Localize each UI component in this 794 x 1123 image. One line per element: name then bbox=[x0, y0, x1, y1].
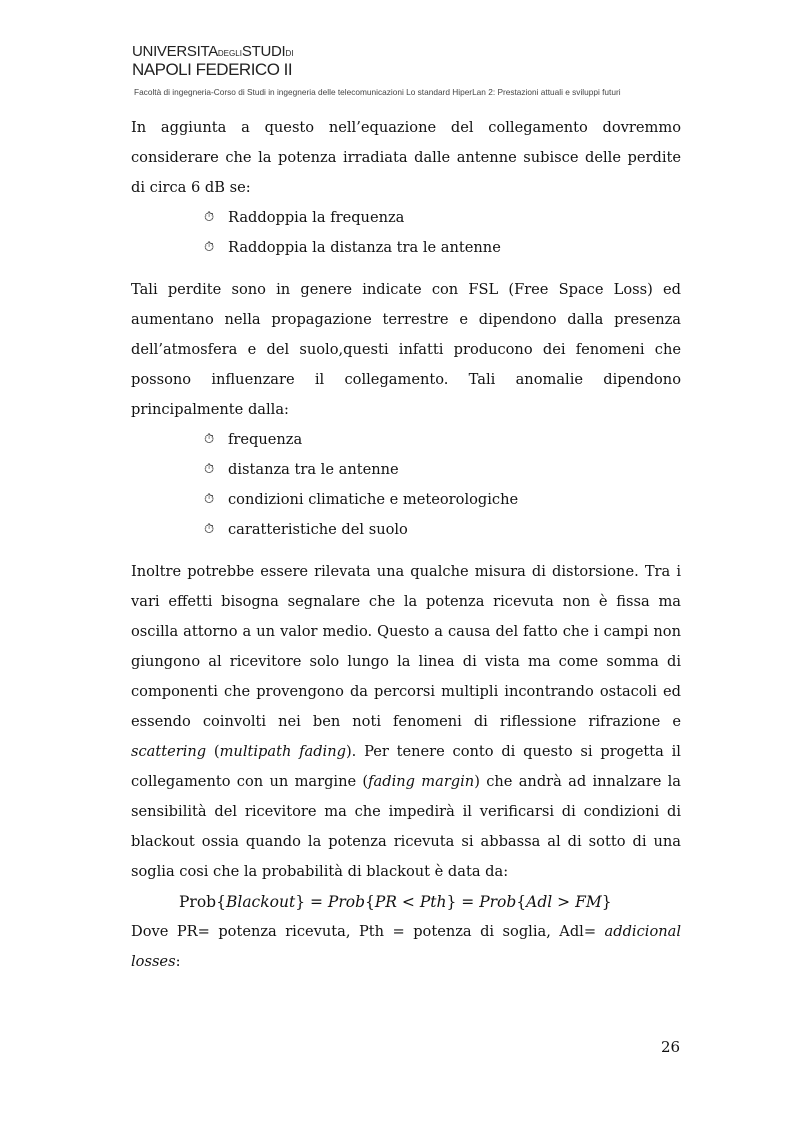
clock-icon: ⏱ bbox=[204, 462, 215, 477]
paragraph-2: Tali perdite sono in genere indicate con FSL (Free Space Loss) ed aumentano nella propagazione terrestre e dipendono dalla presenza dell’atmosfera e del suolo,questi infatti producono dei fenomeni che possono influenzare il collegamento. Tali anomalie dipendono principalmente dalla: bbox=[131, 281, 681, 418]
university-logo bbox=[132, 44, 293, 78]
logo-line-1: UNIVERSITADEGLISTUDIDI bbox=[132, 43, 294, 60]
clock-icon: ⏱ bbox=[204, 210, 215, 225]
page-number: 26 bbox=[661, 1038, 681, 1056]
clock-icon: ⏱ bbox=[204, 240, 215, 255]
clock-icon: ⏱ bbox=[204, 432, 215, 447]
paragraph-3: Inoltre potrebbe essere rilevata una qualche misura di distorsione. Tra i vari effetti bisogna segnalare che la potenza ricevuta non è fissa ma oscilla attorno a un valor medio. Questo a causa del fatto che i campi non giungono al ricevitore solo lungo la linea di vista ma come somma di componenti che provengono da percorsi multipli incontrando ostacoli ed essendo coinvolti nei ben noti fenomeni di riflessione rifrazione e scattering (multipath fading). Per tenere conto di questo si progetta il collegamento con un margine (fading margin) che andrà ad innalzare la sensibilità del ricevitore ma che impedirà il verificarsi di condizioni di blackout ossia quando la potenza ricevuta si abbassa al di sotto di una soglia cosi che la probabilità di blackout è data da: bbox=[131, 563, 682, 880]
list-item: ⏱ condizioni climatiche e meteorologiche bbox=[131, 485, 681, 515]
list-item: ⏱ frequenza bbox=[131, 425, 681, 455]
page-body bbox=[131, 113, 681, 977]
paragraph-4: Dove PR= potenza ricevuta, Pth = potenza di soglia, Adl= addicional losses: bbox=[131, 923, 681, 970]
logo-line-2: NAPOLI FEDERICO II bbox=[132, 60, 293, 79]
clock-icon: ⏱ bbox=[204, 492, 215, 507]
paragraph-1: In aggiunta a questo nell’equazione del collegamento dovremmo considerare che la potenza irradiata dalle antenne subisce delle perdite di circa 6 dB se: bbox=[131, 119, 681, 196]
list-item: ⏱ caratteristiche del suolo bbox=[131, 515, 681, 545]
clock-icon: ⏱ bbox=[204, 522, 215, 537]
list-item: ⏱ Raddoppia la distanza tra le antenne bbox=[131, 233, 681, 263]
list-item: ⏱ Raddoppia la frequenza bbox=[131, 203, 681, 233]
bullet-list-2 bbox=[131, 425, 681, 545]
bullet-list-1 bbox=[131, 203, 681, 263]
blackout-probability-formula: Prob{Blackout} = Prob{PR < Pth} = Prob{Adl > FM} bbox=[179, 893, 612, 911]
running-header: Facoltà di ingegneria-Corso di Studi in ingegneria delle telecomunicazioni Lo standard HiperLan 2: Prestazioni attuali e sviluppi futuri bbox=[134, 87, 621, 97]
list-item: ⏱ distanza tra le antenne bbox=[131, 455, 681, 485]
